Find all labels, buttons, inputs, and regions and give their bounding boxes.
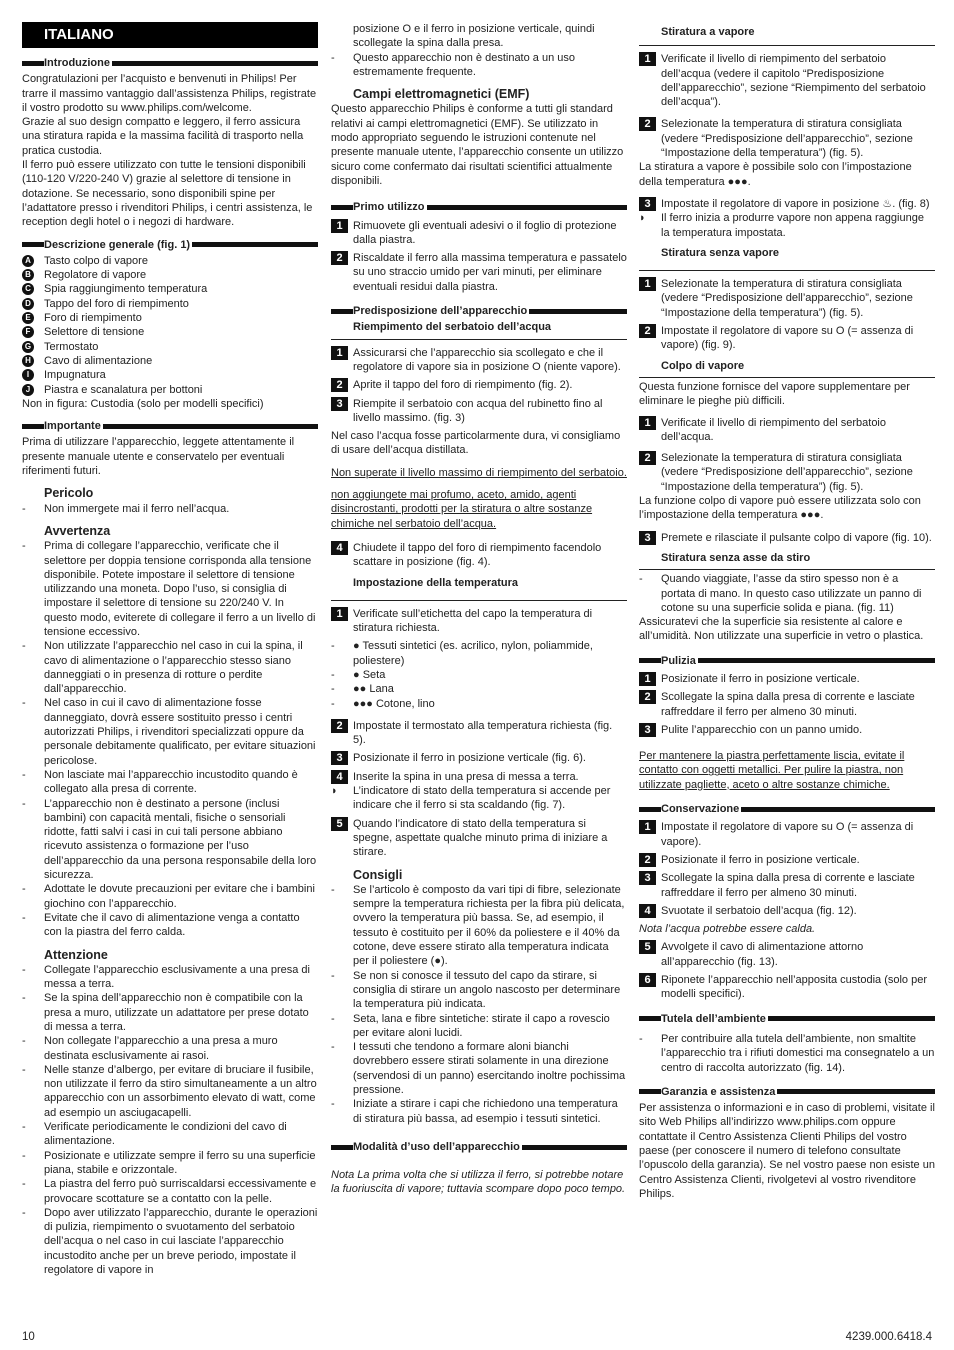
shot-intro: Questa funzione fornisce del vapore supplementare per eliminare le pieghe più difficili.	[639, 380, 910, 408]
result-item: ◗ L’indicatore di stato della temperatura si accende per indicare che il ferro si sta scaldando (fig. 7).	[331, 785, 611, 812]
part-item: B Regolatore di vapore	[22, 268, 318, 282]
part-item: I Impugnatura	[22, 368, 318, 382]
step: 2 Riscaldate il ferro alla massima temperatura e passatelo su uno straccio umido per vari minuti, per eliminare eventuali residui dalla piastra.	[331, 251, 627, 294]
part-letter-badge: A	[22, 255, 34, 267]
section-important-heading: Importante	[22, 419, 318, 433]
temperature-heading: Impostazione della temperatura	[353, 576, 519, 589]
step: 4 Inserite la spina in una presa di messa a terra.	[331, 770, 627, 784]
list-item: - Posizionate e utilizzate sempre il ferro su una superficie piana, stabile e orizzontale.	[22, 1149, 316, 1176]
arrow-icon: ◗	[331, 785, 338, 798]
step: 6 Riponete l’apparecchio nell’apposita custodia (solo per modelli specifici).	[639, 973, 935, 1002]
arrow-icon: ◗	[639, 212, 646, 225]
part-item: D Tappo del foro di riempimento	[22, 297, 318, 311]
emf-text: Questo apparecchio Philips è conforme a tutti gli standard relativi ai campi elettromagnetici (EMF). Se utilizzato in modo appropriato seguendo le istruzioni contenute nel presente manuale utente, l’apparecchio consente un utilizzo sicuro come confermato dai risultati scientifici attualmente disponibili.	[331, 103, 624, 187]
list-item: - Evitate che il cavo di alimentazione venga a contatto con la piastra del ferro calda.	[22, 911, 300, 939]
step: 3 Riempite il serbatoio con acqua del rubinetto fino al livello massimo. (fig. 3)	[331, 397, 627, 426]
section-description-heading: Descrizione generale (fig. 1)	[22, 238, 318, 252]
step: 2 Selezionate la temperatura di stiratura consigliata (vedere “Predisposizione dell’apparecchio”, sezione “Impostazione della temperatura”) (fig. 5).	[639, 117, 935, 160]
section-first-use-heading: Primo utilizzo	[331, 200, 627, 214]
caution-heading: Attenzione	[44, 947, 108, 962]
cleaning-steps	[639, 672, 935, 737]
list-item: - Dopo aver utilizzato l’apparecchio, durante le operazioni di pulizia, riempimento o svuotamento del serbatoio dell’acqua o nel caso in cui lasciate l’apparecchio incustodito anche per un breve periodo, impostate il regolatore di vapore in	[22, 1206, 318, 1277]
list-item: - ●●● Cotone, lino	[331, 697, 435, 710]
list-item: - Questo apparecchio non è destinato a un uso estremamente frequente.	[331, 51, 575, 78]
result-item: ◗ Il ferro inizia a produrre vapore non appena raggiunge la temperatura impostata.	[639, 212, 924, 239]
cleaning-warning: Per mantenere la piastra perfettamente liscia, evitate il contatto con oggetti metallici. Per pulire la piastra, non utilizzate pagliette, aceto o altre sostanze chimiche.	[639, 750, 905, 791]
tips-list	[331, 883, 627, 1126]
dry-heading: Stiratura senza vapore	[661, 246, 779, 259]
step: 3 Pulite l’apparecchio con un panno umido.	[639, 723, 935, 737]
part-item: C Spia raggiungimento temperatura	[22, 282, 318, 296]
list-item: - Nelle stanze d’albergo, per evitare di bruciare il fusibile, non utilizzate il ferro da stiro simultaneamente a un altro apparecchio con un assorbimento elevato di watt, come ad esempio un asciugacapelli.	[22, 1063, 317, 1119]
list-item: - Non immergete mai il ferro nell’acqua.	[22, 502, 230, 515]
steam-note: La stiratura a vapore è possibile solo con l’impostazione della temperatura ●●●.	[639, 161, 912, 188]
part-letter-badge: G	[22, 341, 34, 353]
step: 2 Posizionate il ferro in posizione verticale.	[639, 853, 935, 867]
shot-heading: Colpo di vapore	[661, 359, 745, 372]
step: 2 Scollegate la spina dalla presa di corrente e lasciate raffreddare il ferro per almeno 30 minuti.	[639, 690, 935, 719]
step: 2 Aprite il tappo del foro di riempimento (fig. 2).	[331, 378, 627, 392]
caution-list	[22, 963, 318, 1278]
divider	[331, 339, 627, 342]
step: 1 Verificate il livello di riempimento del serbatoio dell’acqua.	[639, 416, 935, 445]
step: 5 Quando l’indicatore di stato della temperatura si spegne, aspettate qualche minuto prima di iniziare a stirare.	[331, 817, 627, 860]
storage-note: Nota l’acqua potrebbe essere calda.	[639, 923, 816, 936]
fabric-list	[331, 639, 627, 710]
list-item: - Per contribuire alla tutela dell’ambiente, non smaltite l’apparecchio tra i rifiuti domestici ma consegnatelo a un centro di raccolta autorizzato (fig. 14).	[639, 1032, 935, 1074]
list-item: - Adottate le dovute precauzioni per evitare che i bambini giochino con l’apparecchio.	[22, 883, 315, 910]
page-number: 10	[22, 1331, 35, 1343]
part-letter-badge: J	[22, 384, 34, 396]
step: 3 Premete e rilasciate il pulsante colpo di vapore (fig. 10).	[639, 531, 935, 545]
danger-heading: Pericolo	[44, 486, 94, 501]
document-code: 4239.000.6418.4	[845, 1331, 932, 1343]
warranty-text: Per assistenza o informazioni e in caso di problemi, visitate il sito Web Philips all’indirizzo www.philips.com oppure contattate il Centro Assistenza Clienti Philips del vostro paese (per conoscere il numero di telefono consultate l’opuscolo della garanzia). Se nel vostro paese non esiste un Centro Assistenza Clienti, rivolgetevi al vostro rivenditore Philips.	[639, 1102, 935, 1200]
step: 1 Posizionate il ferro in posizione verticale.	[639, 672, 935, 686]
list-item: - ● Seta	[331, 668, 386, 681]
warning-list	[22, 539, 318, 939]
list-item: - Se l’articolo è composto da vari tipi di fibre, selezionate sempre la temperatura richiesta per la fibra più delicata, ovvero la temperatura più bassa. Se, ad esempio, il tessuto è costituito per il 60% da poliestere e il 40% da cotone, deve essere stirato alla temperatura indicata per il poliestere (●).	[331, 883, 625, 968]
list-item: - I tessuti che tendono a formare aloni bianchi dovrebbero essere stirati solamente in una direzione (servendosi di un panno) esercitando inoltre pochissima pressione.	[331, 1041, 626, 1096]
step: 2 Selezionate la temperatura di stiratura consigliata (vedere “Predisposizione dell’apparecchio”, sezione “Impostazione della temperatura”) (fig. 5).	[639, 451, 935, 494]
step: 2 Impostate il regolatore di vapore su O (= assenza di vapore) (fig. 9).	[639, 324, 935, 353]
list-item: - Nel caso in cui il cavo di alimentazione fosse danneggiato, dovrà essere sostituito presso i centri autorizzati Philips, i rivenditori specializzati oppure da personale debitamente qualificato, per evitare situazioni pericolose.	[22, 697, 316, 767]
no-chemicals-warning: non aggiungete mai profumo, aceto, amido, agenti disincrostanti, prodotti per la stiratura o altre sostanze chimiche nel serbatoio dell’acqua.	[331, 489, 593, 530]
step: 3 Posizionate il ferro in posizione verticale (fig. 6).	[331, 751, 627, 765]
list-item: - Iniziate a stirare i capi che richiedono una temperatura di stiratura più bassa, ad esempio i tessuti sintetici.	[331, 1098, 618, 1125]
divider	[639, 270, 935, 273]
part-item: F Selettore di tensione	[22, 325, 318, 339]
part-item: J Piastra e scanalatura per bottoni	[22, 383, 318, 397]
shot-note: La funzione colpo di vapore può essere utilizzata solo con l’impostazione della temperatura ●●●.	[639, 495, 921, 522]
step: 1 Assicurarsi che l’apparecchio sia scollegato e che il regolatore di vapore sia in posizione O (niente vapore).	[331, 346, 627, 375]
part-letter-badge: D	[22, 298, 34, 310]
step: 1 Selezionate la temperatura di stiratura consigliata (vedere “Predisposizione dell’apparecchio”, sezione “Impostazione della temperatura”) (fig. 5).	[639, 277, 935, 320]
part-letter-badge: I	[22, 369, 34, 381]
part-item: A Tasto colpo di vapore	[22, 254, 318, 268]
emf-heading: Campi elettromagnetici (EMF)	[353, 87, 530, 102]
board-note: Assicuratevi che la superficie sia resistente al calore e all’umidità. Non utilizzate una superficie in vetro o plastica.	[639, 616, 924, 643]
list-item: - Se la spina dell’apparecchio non è compatibile con la presa a muro, utilizzate un adattatore per prese dotato di messa a terra.	[22, 992, 309, 1033]
divider	[639, 45, 935, 48]
part-item: E Foro di riempimento	[22, 311, 318, 325]
step: 1 Impostate il regolatore di vapore su O (= assenza di vapore).	[639, 820, 935, 849]
section-intro-heading: Introduzione	[22, 56, 318, 70]
section-storage-heading: Conservazione	[639, 802, 935, 816]
max-fill-warning: Non superate il livello massimo di riempimento del serbatoio.	[331, 466, 627, 479]
step: 5 Avvolgete il cavo di alimentazione attorno all’apparecchio (fig. 13).	[639, 940, 935, 969]
part-letter-badge: F	[22, 326, 34, 338]
list-item: - Non lasciate mai l’apparecchio incustodito quando è collegato alla presa di corrente.	[22, 768, 298, 796]
part-letter-badge: C	[22, 283, 34, 295]
list-item: - Verificate periodicamente le condizioni del cavo di alimentazione.	[22, 1121, 287, 1148]
warning-heading: Avvertenza	[44, 523, 111, 538]
list-item: posizione O e il ferro in posizione verticale, quindi scollegate la spina dalla presa.	[353, 23, 595, 50]
step: 1 Verificate sull’etichetta del capo la temperatura di stiratura richiesta.	[331, 607, 627, 636]
parts-list	[22, 254, 318, 397]
tips-heading: Consigli	[353, 867, 403, 882]
language-header: ITALIANO	[22, 22, 318, 48]
storage-steps	[639, 820, 935, 918]
list-item: - La piastra del ferro può surriscaldarsi eccessivamente e provocare scottature se a contatto con la pelle.	[22, 1178, 317, 1205]
list-item: - ● Tessuti sintetici (es. acrilico, nylon, poliammide, poliestere)	[331, 640, 593, 667]
hard-water-note: Nel caso l’acqua fosse particolarmente dura, vi consigliamo di usare dell’acqua distillata.	[331, 430, 621, 457]
section-environment-heading: Tutela dell’ambiente	[639, 1012, 935, 1026]
step: 2 Impostate il termostato alla temperatura richiesta (fig. 5).	[331, 719, 627, 748]
section-warranty-heading: Garanzia e assistenza	[639, 1085, 935, 1099]
step: 1 Verificate il livello di riempimento del serbatoio dell’acqua (vedere il capitolo “Predisposizione dell’apparecchio”, sezione “Riempimento del serbatoio dell’acqua”).	[639, 52, 935, 109]
list-item: - Se non si conosce il tessuto del capo da stirare, si consiglia di stirare un angolo nascosto per determinare la temperatura più indicata.	[331, 969, 621, 1011]
danger-list	[22, 502, 318, 516]
part-item: H Cavo di alimentazione	[22, 354, 318, 368]
column-2	[331, 22, 627, 1197]
part-letter-badge: H	[22, 355, 34, 367]
not-shown-note: Non in figura: Custodia (solo per modelli specifici)	[22, 397, 264, 410]
list-item: - Prima di collegare l’apparecchio, verificate che il selettore per doppia tensione corrisponda alla tensione disponibile. Potete impostare il selettore di tensione utilizzando una moneta. Dopo l’uso, si consiglia di impostare il selettore di tensione su 220/240 V. In questo modo, eviterete di collegare il ferro a un livello di tensione eccessivo.	[22, 540, 316, 638]
section-use-heading: Modalità d’uso dell’apparecchio	[331, 1140, 627, 1154]
first-use-note: Nota La prima volta che si utilizza il ferro, si potrebbe notare la fuoriuscita di vapore; tuttavia scompare dopo poco tempo.	[331, 1169, 626, 1196]
column-3	[639, 22, 935, 1201]
steam-heading: Stiratura a vapore	[661, 26, 755, 38]
section-preparation-heading: Predisposizione dell’apparecchio	[331, 304, 627, 318]
intro-text: Congratulazioni per l’acquisto e benvenuti in Philips! Per trarre il massimo vantaggio dall’assistenza Philips, registrate il vostro prodotto su www.philips.com/welcome. Grazie al suo design compatto e leggero, il ferro assicura una stiratura rapida e la massima facilità di trasporto nella pratica custodia. Il ferro può essere utilizzato con tutte le tensioni disponibili (110-120 V/220-240 V) grazie al selettore di tensione in dotazione. Se necessario, sono disponibili spine per l’adattatore presso i rivenditori Philips, i centri assistenza, le reception degli hotel o i negozi di hardware.	[22, 73, 317, 229]
board-heading: Stiratura senza asse da stiro	[661, 551, 811, 564]
step: 1 Rimuovete gli eventuali adesivi o il foglio di protezione dalla piastra.	[331, 219, 627, 248]
list-item: - Collegate l’apparecchio esclusivamente a una presa di messa a terra.	[22, 963, 310, 991]
divider	[331, 600, 627, 603]
fill-steps	[331, 346, 627, 425]
list-item: - Quando viaggiate, l’asse da stiro spesso non è a portata di mano. In questo caso utilizzate un panno di cotone su una superficie solida e piana. (fig. 11)	[639, 573, 922, 614]
list-item: - Seta, lana e fibre sintetiche: stirate il capo a rovescio per evitare aloni lucidi.	[331, 1012, 610, 1039]
step: 4 Chiudete il tappo del foro di riempimento facendolo scattare in posizione (fig. 4).	[331, 541, 627, 570]
list-item: - ●● Lana	[331, 683, 394, 696]
step: 3 Impostate il regolatore di vapore in posizione ♨. (fig. 8)	[639, 197, 935, 211]
list-item: - L’apparecchio non è destinato a persone (inclusi bambini) con capacità mentali, fisiche o sensoriali ridotte, fatti salvi i casi in cui tali persone abbiano ricevuto assistenza o formazione per l’uso dell’apparecchio da una persona responsabile della loro sicurezza.	[22, 797, 317, 882]
part-letter-badge: B	[22, 269, 34, 281]
fill-heading: Riempimento del serbatoio dell’acqua	[353, 321, 552, 334]
list-item: - Non collegate l’apparecchio a una presa a muro destinata esclusivamente ai rasoi.	[22, 1035, 278, 1062]
part-item: G Termostato	[22, 340, 318, 354]
step: 4 Svuotate il serbatoio dell’acqua (fig. 12).	[639, 904, 935, 918]
part-letter-badge: E	[22, 312, 34, 324]
important-text: Prima di utilizzare l’apparecchio, leggete attentamente il presente manuale utente e conservatelo per eventuali riferimenti futuri.	[22, 436, 295, 478]
list-item: - Non utilizzate l’apparecchio nel caso in cui la spina, il cavo di alimentazione o l’apparecchio stesso siano danneggiati o in presenza di rotture o perdite dall’apparecchio.	[22, 640, 303, 696]
section-cleaning-heading: Pulizia	[639, 654, 935, 668]
column-1	[22, 22, 318, 1277]
first-use-steps	[331, 219, 627, 294]
step: 3 Scollegate la spina dalla presa di corrente e lasciate raffreddare il ferro per almeno 30 minuti.	[639, 871, 935, 900]
